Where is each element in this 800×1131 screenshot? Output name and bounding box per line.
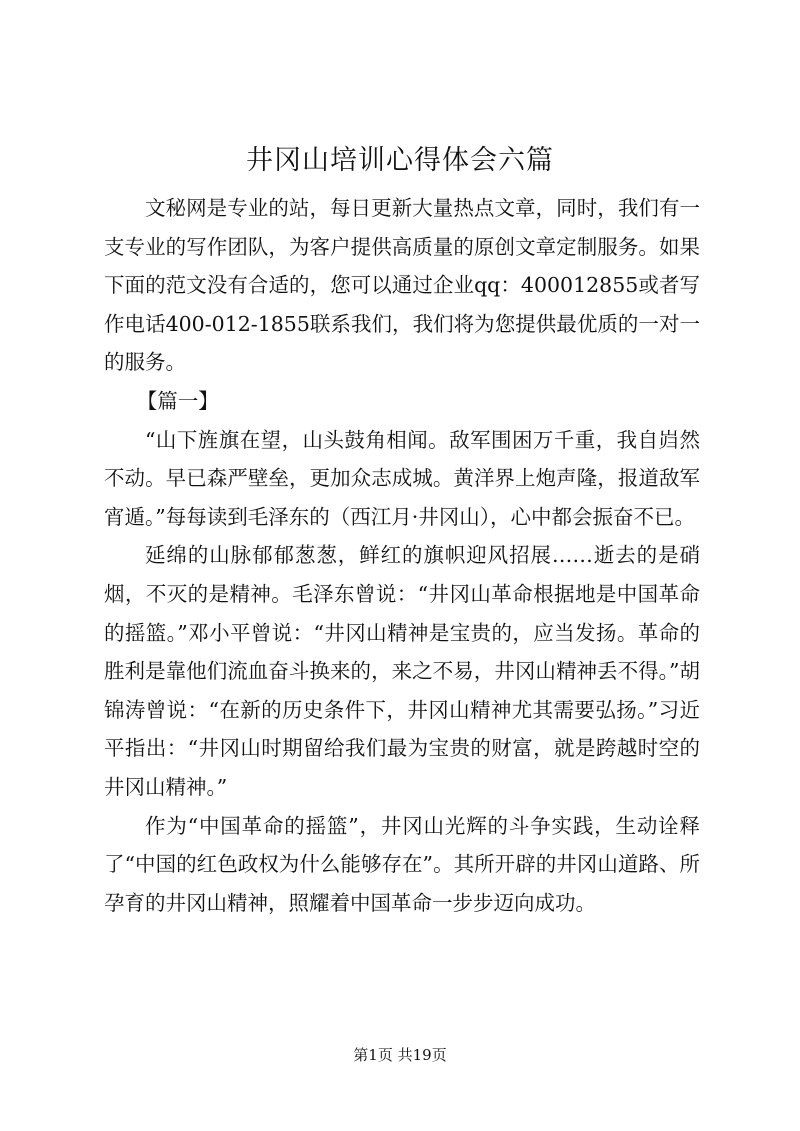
- body-paragraph: 延绵的山脉郁郁葱葱，鲜红的旗帜迎风招展……逝去的是硝烟，不灭的是精神。毛泽东曾说：“井冈山革命根据地是中国革命的摇篮。”邓小平曾说：“井冈山精神是宝贵的，应当发扬。革命的胜利是靠他们流血奋斗换来的，来之不易，井冈山精神丢不得。”胡锦涛曾说：“在新的历史条件下，井冈山精神尤其需要弘扬。”习近平指出：“井冈山时期留给我们最为宝贵的财富，就是跨越时空的井冈山精神。”: [104, 543, 700, 799]
- body-paragraph: “山下旌旗在望，山头鼓角相闻。敌军围困万千重，我自岿然不动。早已森严壁垒，更加众志成城。黄洋界上炮声隆，报道敌军宵遁。”每每读到毛泽东的（西江月·井冈山），心中都会振奋不已。: [104, 427, 700, 529]
- document-body: [104, 189, 700, 922]
- section-heading: 【篇一】: [136, 388, 219, 413]
- body-paragraph: 作为“中国革命的摇篮”，井冈山光辉的斗争实践，生动诠释了“中国的红色政权为什么能够存在”。其所开辟的井冈山道路、所孕育的井冈山精神，照耀着中国革命一步步迈向成功。: [104, 813, 700, 915]
- intro-paragraph: 文秘网是专业的站，每日更新大量热点文章，同时，我们有一支专业的写作团队，为客户提供高质量的原创文章定制服务。如果下面的范文没有合适的，您可以通过企业qq：400012855或者写作电话400-012-1855联系我们，我们将为您提供最优质的一对一的服务。: [104, 196, 700, 375]
- page-number-footer: 第1页 共19页: [353, 1046, 447, 1064]
- page-title: 井冈山培训心得体会六篇: [246, 145, 554, 176]
